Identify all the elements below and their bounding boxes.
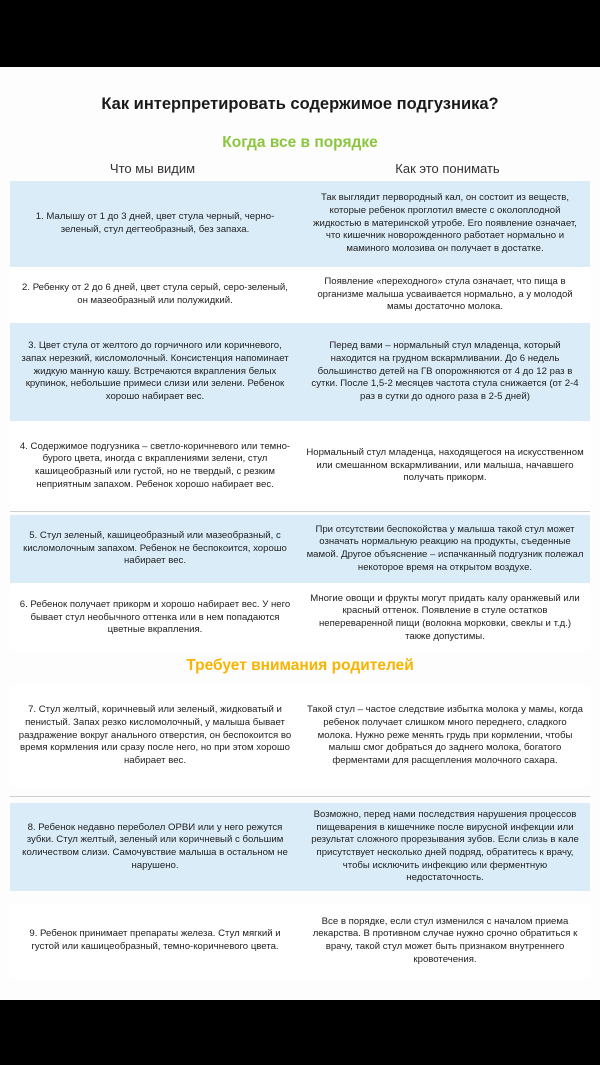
row-interpretation: При отсутствии беспокойства у малыша такой стул может означать нормальную реакцию на продукты, съеденные мамой. Другое объяснение – испачканный подгузник полежал некоторое время на открытом воздухе.: [306, 523, 584, 573]
table-row: [10, 267, 590, 323]
row-observation: 6. Ребенок получает прикорм и хорошо набирает вес. У него бывает стул необычного оттенка или в нем попадаются цветные вкрапления.: [19, 599, 291, 636]
row-observation: 4. Содержимое подгузника – светло-коричневого или темно-бурого цвета, иногда с вкраплениями зелени, стул кашицеобразный или густой, но не твердый, с резким неприятным запахом. Ребенок хорошо набирает вес.: [19, 440, 291, 490]
row-interpretation: Нормальный стул младенца, находящегося на искусственном или смешанном вскармливании, или малыша, начавшего получать прикорм.: [306, 447, 584, 484]
row-interpretation: Возможно, перед нами последствия нарушения процессов пищеварения в кишечнике после вирусной инфекции или результат сложного прорезывания зубов. Если слизь в кале присутствует несколько дней подряд, обратитесь к врачу, чтобы исключить инфекцию или ферментную недостаточность.: [311, 809, 579, 884]
table-row: [10, 181, 590, 267]
table-row: [10, 803, 590, 891]
table-row: [10, 421, 590, 511]
row-observation: 2. Ребенку от 2 до 6 дней, цвет стула серый, серо-зеленый, он мазеобразный или полужидкий.: [22, 282, 288, 306]
row-observation: 1. Малышу от 1 до 3 дней, цвет стула черный, черно-зеленый, стул дегтеобразный, без запаха.: [35, 211, 275, 235]
row-observation: 8. Ребенок недавно переболел ОРВИ или у него режутся зубки. Стул желтый, зеленый или коричневый с большим количеством слизи. Самочувствие малыша в остальном не нарушено.: [22, 821, 288, 871]
row-observation: 5. Стул зеленый, кашицеобразный или мазеобразный, с кисломолочным запахом. Ребенок не беспокоится, хорошо набирает вес.: [23, 530, 287, 567]
table-row: [10, 685, 590, 787]
column-header-how-to-understand: Как это понимать: [395, 161, 500, 176]
row-interpretation: Такой стул – частое следствие избытка молока у мамы, когда ребенок получает слишком много переднего, сладкого молока. Нужно реже менять грудь при кормлении, чтобы малыш смог добраться до заднего молока, богатого ферментами для расщепления молочного сахара.: [307, 704, 583, 766]
table-row: [10, 515, 590, 583]
row-divider: [10, 796, 590, 797]
section-title-ok: Когда все в порядке: [222, 134, 378, 151]
column-header-what-we-see: Что мы видим: [109, 161, 196, 176]
page-title: Как интерпретировать содержимое подгузника?: [101, 95, 499, 113]
section-title-attention: Требует внимания родителей: [186, 657, 414, 674]
infographic-page: [0, 67, 600, 1000]
row-interpretation: Многие овощи и фрукты могут придать калу оранжевый или красный оттенок. Появление в стуле остатков непереваренной пищи (волокна морковки, свеклы и т.д.) также допустимы.: [310, 592, 580, 642]
row-interpretation: Появление «переходного» стула означает, что пища в организме малыша усваивается нормально, а у молодой мамы достаточно молока.: [317, 276, 573, 313]
row-divider: [10, 511, 590, 512]
row-observation: 9. Ребенок принимает препараты железа. Стул мягкий и густой или кашицеобразный, темно-коричневого цвета.: [29, 928, 281, 952]
row-interpretation: Все в порядке, если стул изменился с началом приема лекарства. В противном случае нужно срочно обратиться к врачу, такой стул может быть признаком внутреннего кровотечения.: [312, 915, 578, 965]
row-observation: 3. Цвет стула от желтого до горчичного или коричневого, запах нерезкий, кисломолочный. Консистенция напоминает жидкую манную кашу. Встречаются вкрапления белых крупинок, небольшие примеси слизи или зелени. Ребенок хорошо набирает вес.: [21, 340, 289, 402]
row-interpretation: Перед вами – нормальный стул младенца, который находится на грудном вскармливании. До 6 недель большинство детей на ГВ опорожняются от 4 до 12 раз в сутки. После 1,5-2 месяцев частота стула снижается (от 2-4 раз в сутки до одного раза в 2-5 дней): [311, 340, 579, 402]
table-row: [10, 323, 590, 421]
table-row: [10, 903, 590, 979]
row-interpretation: Так выглядит первородный кал, он состоит из веществ, которые ребенок проглотил вместе с околоплодной жидкостью в материнской утробе. Его появление означает, что кишечник новорожденного работает нормально и маминого молозива он получает в достатке.: [313, 192, 577, 254]
row-observation: 7. Стул желтый, коричневый или зеленый, жидковатый и пенистый. Запах резко кисломолочный, у малыша бывает раздражение вокруг анального отверстия, он беспокоится во время кормления или сразу после него, но при этом хорошо набирает вес.: [18, 704, 292, 766]
table-row: [10, 585, 590, 651]
